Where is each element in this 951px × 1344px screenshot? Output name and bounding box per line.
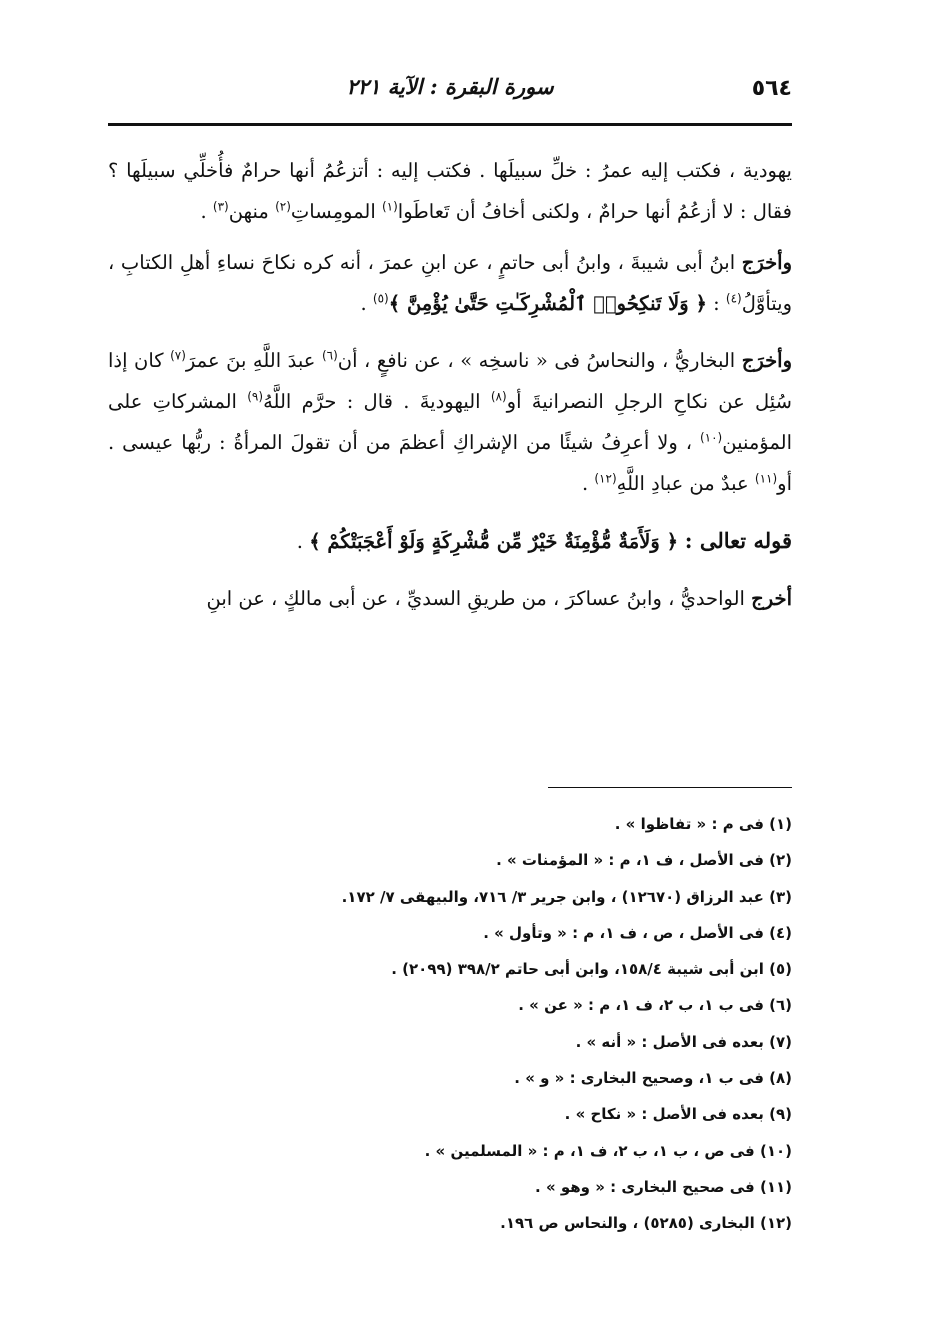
paragraph-text: يهودية ، فكتب إليه عمرُ : خلِّ سبيلَها . فكتب إليه : أتزعُمُ أنها حرامٌ فأُخلِّي سبيلَها ؟ فقال : لا أزعُمُ أنها حرامٌ ، ولكنى أخافُ أن تَعاطَوا <box>108 159 792 223</box>
footnote-1: (١) فى م : « تفاظوا » . <box>614 815 792 833</box>
footnote-marker-1[interactable]: (١) <box>381 199 398 214</box>
paragraph-text: ، ولا أعرِفُ شيئًا من الإشراكِ أعظمَ من أن تقولَ المرأةُ : ربُّها عيسى . أو <box>108 431 792 495</box>
footnote-marker-3[interactable]: (٣) <box>212 199 229 214</box>
paragraph-text: الواحديُّ ، وابنُ عساكرَ ، من طريقِ السديِّ ، عن أبى مالكٍ ، عن ابنِ <box>206 587 752 610</box>
page-header <box>108 72 792 112</box>
footnote-11: (١١) فى صحيح البخارى : « وهو » . <box>535 1177 792 1196</box>
paragraph-text: عبدٌ من عبادِ اللَّهِ <box>616 472 755 495</box>
footnote-9: (٩) بعده فى الأصل : « نكاح » . <box>564 1105 792 1124</box>
footnote-marker-4[interactable]: (٤) <box>725 291 742 306</box>
paragraph-text: . <box>200 200 213 223</box>
footnote-2: (٢) فى الأصل ، ف ١، م : « المؤمنات » . <box>496 851 792 870</box>
footnote-3: (٣) عبد الرزاق (١٢٦٧٠) ، وابن جرير ٣/ ٧١٦، والبيهقى ٧/ ١٧٢. <box>341 887 792 906</box>
running-title: سورة البقرة : الآية ٢٢١ <box>346 74 554 99</box>
footnote-marker-5[interactable]: (٥) <box>372 291 389 306</box>
paragraph-text: منهن <box>228 200 276 223</box>
section-heading: قوله تعالى : <box>684 528 792 553</box>
quran-verse: ﴿ وَلَا تَنكِحُوا۟ ٱلْمُشْرِكَـٰتِ حَتَّىٰ يُؤْمِنَّ ﴾ <box>388 292 707 315</box>
footnote-marker-6[interactable]: (٦) <box>321 348 338 363</box>
footnote-5: (٥) ابن أبى شيبة ١٥٨/٤، وابن أبى حاتم ٣٩٨/٢ (٢٠٩٩) . <box>391 960 792 979</box>
paragraph-text: عبدَ اللَّهِ بنَ عمرَ <box>185 349 322 372</box>
paragraph-text: البخاريُّ ، والنحاسُ فى « ناسخِه » ، عن نافعٍ ، أن <box>337 349 742 372</box>
footnote-marker-8[interactable]: (٨) <box>490 389 507 404</box>
footnote-7: (٧) بعده فى الأصل : « أنه » . <box>575 1032 792 1051</box>
footnote-marker-11[interactable]: (١١) <box>754 471 778 486</box>
paragraph-text: : <box>706 292 726 315</box>
footnote-marker-10[interactable]: (١٠) <box>699 430 723 445</box>
footnote-marker-9[interactable]: (٩) <box>247 389 264 404</box>
footnote-rule <box>548 787 792 788</box>
footnote-marker-2[interactable]: (٢) <box>275 199 291 214</box>
footnote-marker-7[interactable]: (٧) <box>170 348 186 363</box>
paragraph-lead: أخرج <box>751 587 792 610</box>
paragraph-lead: وأخرَج <box>741 349 792 372</box>
footnotes <box>108 806 792 1242</box>
paragraph-4 <box>108 520 792 562</box>
paragraph-text: المشركاتِ على المؤمنين <box>108 390 792 454</box>
paragraph-text: المومِساتِ <box>290 200 382 223</box>
paragraph-5 <box>108 578 792 619</box>
paragraph-text: . <box>296 530 310 553</box>
footnote-8: (٨) فى ب ١، وصحيح البخارى : « و » . <box>514 1069 792 1088</box>
paragraph-3 <box>108 340 792 504</box>
footnote-marker-12[interactable]: (١٢) <box>594 471 617 486</box>
quran-verse: ﴿ وَلَأَمَةٌ مُّؤْمِنَةٌ خَيْرٌ مِّن مُّشْرِكَةٍ وَلَوْ أَعْجَبَتْكُمْ ﴾ <box>309 530 685 553</box>
paragraph-text: . <box>360 292 373 315</box>
paragraph-text: اليهوديةَ . قال : حرَّم اللَّهُ <box>263 390 491 413</box>
footnote-12: (١٢) البخارى (٥٢٨٥) ، والنحاس ص ١٩٦. <box>500 1214 792 1233</box>
paragraph-text: كان إذا سُئِل عن نكاحِ الرجلِ النصرانيةَ أو <box>108 349 792 413</box>
footnote-6: (٦) فى ب ١، ب ٢، ف ١، م : « عن » . <box>518 996 792 1015</box>
paragraph-lead: وأخرَج <box>741 251 792 274</box>
paragraph-2 <box>108 242 792 324</box>
main-text <box>108 150 792 635</box>
paragraph-1 <box>108 150 792 232</box>
footnote-4: (٤) فى الأصل ، ص ، ف ١، م : « وتأول » . <box>483 923 792 942</box>
paragraph-text: . <box>581 472 595 495</box>
footnote-10: (١٠) فى ص ، ب ١، ب ٢، ف ١، م : « المسلمين » . <box>424 1141 792 1160</box>
header-rule <box>108 123 792 126</box>
paragraph-text: ابنُ أبى شيبةَ ، وابنُ أبى حاتمٍ ، عن ابنِ عمرَ ، أنه كره نكاحَ نساءِ أهلِ الكتابِ ، ويتأوَّلُ <box>108 251 792 315</box>
page-number: ٥٦٤ <box>751 76 792 101</box>
